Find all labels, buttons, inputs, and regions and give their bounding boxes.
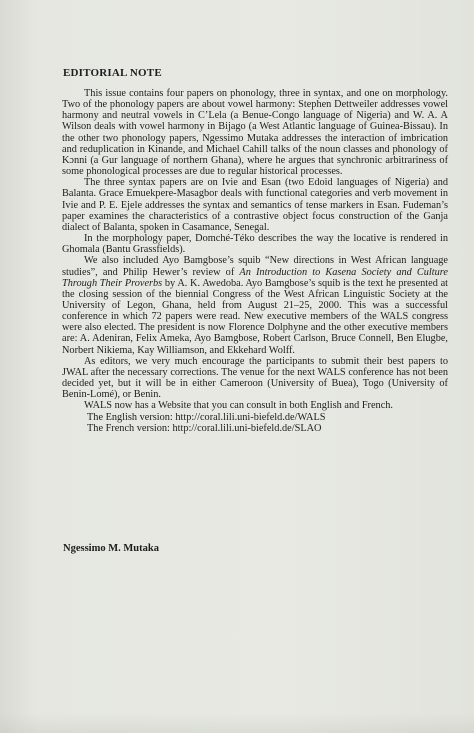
paragraph-squib-review — [62, 255, 448, 355]
editorial-note-body — [62, 88, 448, 434]
page-shading — [0, 713, 474, 733]
paragraph-syntax: The three syntax papers are on Ivie and Esan (two Edoid languages of Nigeria) and Balanta. Grace Emuekpere-Masagbor deals with functional categories and verb movement in Ivie and P. E. Ejele addresses the syntax and semantics of tense markers in Esan. Fudeman’s paper examines the characteristics of a contrastive object focus construction of the Ganja dialect of Balanta, spoken in Casamance, Senegal. — [62, 177, 448, 233]
paragraph-phonology: This issue contains four papers on phonology, three in syntax, and one on morphology. Two of the phonology papers are about vowel harmony: Stephen Dettweiler addresses vowel harmony and neutral vowels in C’Lela (a Benue-Congo language of Nigeria) and W. A. A Wilson deals with vowel harmony in Bijago (a West Atlantic language of Guinea-Bissau). In the other two phonology papers, Ngessimo Mutaka addresses the interaction of imbrication and reduplication in Kinande, and Michael Cahill talks of the noun classes and phonology of Kɔnni (a Gur language of northern Ghana), where he argues that synchronic arbitrariness of some phonological processes are due to regular historical processes. — [62, 88, 448, 178]
url-french-line: The French version: http://coral.lili.uni-biefeld.de/SLAO — [87, 422, 322, 434]
paragraph-morphology: In the morphology paper, Domché-Téko describes the way the locative is rendered in Ghomala (Bantu Grassfields). — [62, 233, 448, 256]
paragraph-editors: As editors, we very much encourage the participants to submit their best papers to JWAL after the necessary corrections. The venue for the next WALS conference has not been decided yet, but it will be in either Cameroon (University of Buea), Togo (University of Benin-Lomé), or Benin. — [62, 355, 448, 401]
paragraph-squib-text-b: by A. K. Awedoba. Ayo Bamgbose’s squib is the text he presented at the closing session of the biennial Congress of the West African Linguistic Society at the University of Legon, Ghana, held from August 21–25, 2000. This was a successful conference in which 72 papers were read. New executive members of the WALS congress were also elected. The president is now Florence Dolphyne and the other executive members are: A. Adeniran, Felix Ameka, Ayo Bamgbose, Robert Carlson, Bruce Connell, Ben Elugbe, Norbert Nikiema, Kay Williamson, and Ekkehard Wolff. — [62, 277, 449, 356]
paragraph-squib-text-a: We also included Ayo Bamgbose’s squib “New directions in West African language studies”, and Philip Hewer’s review of — [62, 255, 448, 278]
url-english-line: The English version: http://coral.lili.uni-biefeld.de/WALS — [87, 411, 326, 423]
book-title: An Introduction to Kasena Society and Culture Through Their Proverbs — [62, 266, 448, 289]
paragraph-website: WALS now has a Website that you can consult in both English and French. — [84, 400, 393, 412]
author-signature: Ngessimo M. Mutaka — [63, 543, 159, 554]
editorial-note-heading: EDITORIAL NOTE — [63, 67, 162, 79]
